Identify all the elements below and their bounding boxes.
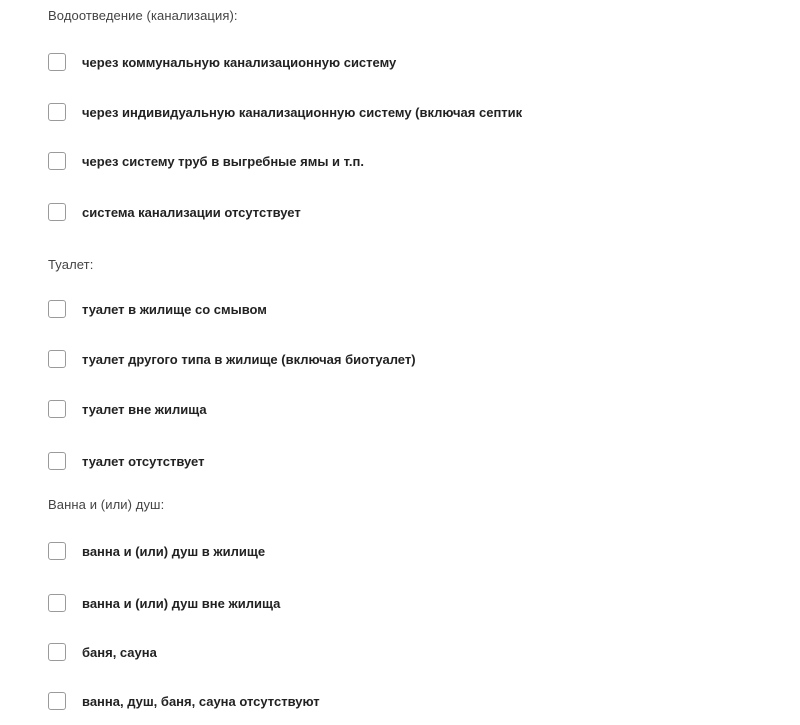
option-label: туалет другого типа в жилище (включая биотуалет) [82,351,416,367]
option-label: через систему труб в выгребные ямы и т.п. [82,153,364,169]
checkbox[interactable] [48,400,66,418]
checkbox[interactable] [48,542,66,560]
option-no-sewer[interactable] [48,201,301,223]
option-cesspit-pipes[interactable] [48,150,364,172]
section-title-sewerage: Водоотведение (канализация): [48,8,238,23]
option-no-bath[interactable] [48,690,320,712]
option-individual-sewer[interactable] [48,101,522,123]
option-label: ванна и (или) душ вне жилища [82,595,281,611]
checkbox[interactable] [48,152,66,170]
option-label: ванна, душ, баня, сауна отсутствуют [82,693,320,709]
section-title-bath-shower: Ванна и (или) душ: [48,497,165,512]
checkbox[interactable] [48,452,66,470]
option-municipal-sewer[interactable] [48,51,396,73]
checkbox[interactable] [48,53,66,71]
section-title-toilet: Туалет: [48,257,94,272]
option-label: баня, сауна [82,644,157,660]
option-label: туалет вне жилища [82,401,207,417]
option-toilet-outside[interactable] [48,398,207,420]
option-bath-inside[interactable] [48,540,265,562]
checkbox[interactable] [48,350,66,368]
option-sauna[interactable] [48,641,157,663]
checkbox[interactable] [48,300,66,318]
checkbox[interactable] [48,203,66,221]
option-bath-outside[interactable] [48,592,280,614]
checkbox[interactable] [48,103,66,121]
checkbox[interactable] [48,692,66,710]
checkbox[interactable] [48,643,66,661]
option-label: туалет отсутствует [82,453,205,469]
checkbox[interactable] [48,594,66,612]
option-label: через индивидуальную канализационную систему (включая септик [82,104,523,120]
option-flush-toilet-inside[interactable] [48,298,267,320]
option-label: через коммунальную канализационную систему [82,54,397,70]
option-no-toilet[interactable] [48,450,204,472]
option-other-toilet-inside[interactable] [48,348,416,370]
option-label: туалет в жилище со смывом [82,301,267,317]
option-label: ванна и (или) душ в жилище [82,543,266,559]
option-label: система канализации отсутствует [82,204,301,220]
